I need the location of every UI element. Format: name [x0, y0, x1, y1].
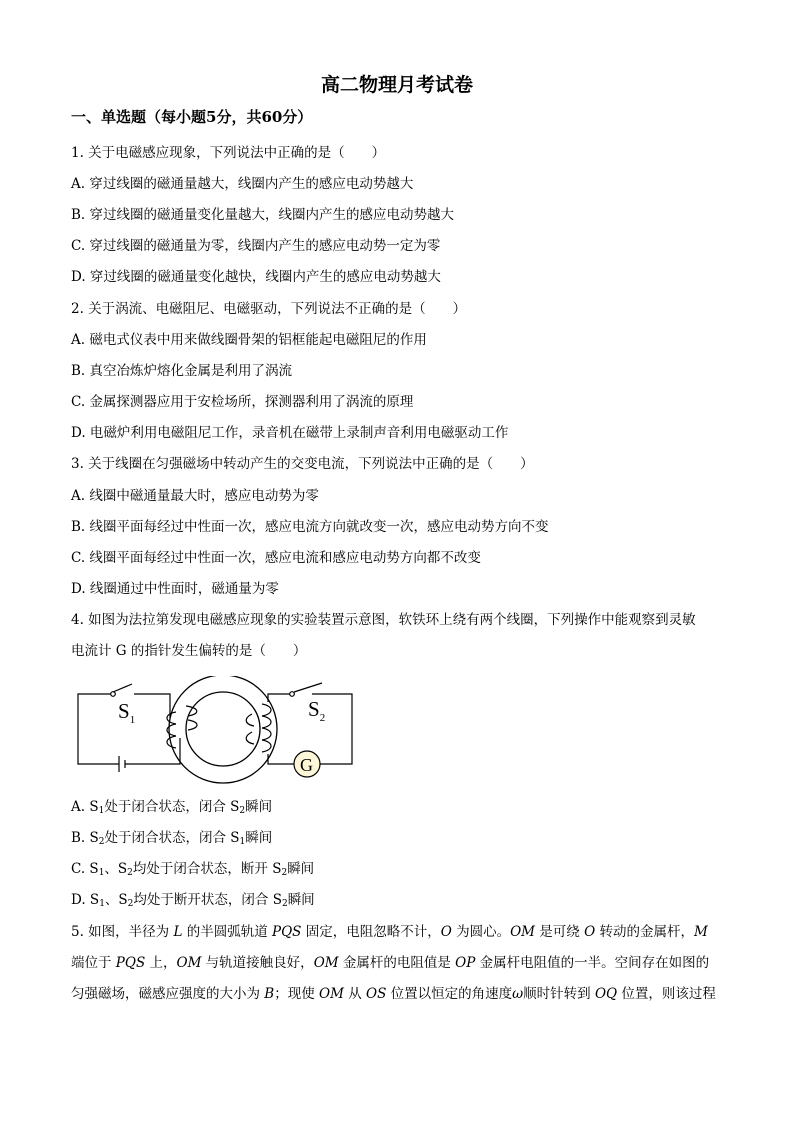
q1-stem: 1. 关于电磁感应现象，下列说法中正确的是（ ） — [71, 145, 386, 161]
q3-option-c: C. 线圈平面每经过中性面一次，感应电流和感应电动势方向都不改变 — [71, 550, 481, 566]
q4-stem-line1: 4. 如图为法拉第发现电磁感应现象的实验装置示意图，软铁环上绕有两个线圈，下列操作中能观察到灵敏 — [71, 612, 696, 628]
q3-stem: 3. 关于线圈在匀强磁场中转动产生的交变电流，下列说法中正确的是（ ） — [71, 456, 534, 472]
faraday-ring-diagram — [76, 676, 366, 788]
q1-option-a: A. 穿过线圈的磁通量越大，线圈内产生的感应电动势越大 — [71, 176, 414, 192]
q5-stem-line1: 5. 如图，半径为 L 的半圆弧轨道 PQS 固定，电阻忽略不计，O 为圆心。OM 是可绕 O 转动的金属杆，M — [71, 924, 708, 940]
q4-option-c: C. $S_1$、$S_2$均处于闭合状态，断开 $S_2$瞬间 — [71, 861, 315, 878]
q4-option-a: A. $S_1$处于闭合状态，闭合 $S_2$瞬间 — [71, 799, 273, 816]
q1-option-b: B. 穿过线圈的磁通量变化量越大，线圈内产生的感应电动势越大 — [71, 207, 455, 223]
galvanometer-label: G — [300, 755, 313, 775]
q4-option-d: D. $S_1$、$S_2$均处于断开状态，闭合 $S_2$瞬间 — [71, 892, 315, 909]
switch-s2-label: $S_2$ — [308, 697, 326, 724]
q3-option-b: B. 线圈平面每经过中性面一次，感应电流方向就改变一次，感应电动势方向不变 — [71, 519, 549, 535]
q2-option-d: D. 电磁炉利用电磁阻尼工作，录音机在磁带上录制声音利用电磁驱动工作 — [71, 425, 509, 441]
q1-option-d: D. 穿过线圈的磁通量变化越快，线圈内产生的感应电动势越大 — [71, 269, 441, 285]
q3-option-d: D. 线圈通过中性面时，磁通量为零 — [71, 581, 279, 597]
q2-option-c: C. 金属探测器应用于安检场所，探测器利用了涡流的原理 — [71, 394, 414, 410]
section-heading: 一、单选题（每小题5分，共60分） — [71, 108, 313, 126]
q3-option-a: A. 线圈中磁通量最大时，感应电动势为零 — [71, 488, 319, 504]
q2-stem: 2. 关于涡流、电磁阻尼、电磁驱动，下列说法不正确的是（ ） — [71, 301, 467, 317]
q5-stem-line3: 匀强磁场，磁感应强度的大小为 B；现使 OM 从 OS 位置以恒定的角速度ω顺时针转到 OQ 位置，则该过程 — [71, 986, 716, 1002]
q4-option-b: B. $S_2$处于闭合状态，闭合 $S_1$瞬间 — [71, 830, 273, 847]
q5-stem-line2: 端位于 PQS 上，OM 与轨道接触良好，OM 金属杆的电阻值是 OP 金属杆电阻值的一半。空间存在如图的 — [71, 955, 710, 971]
q2-option-b: B. 真空冶炼炉熔化金属是利用了涡流 — [71, 363, 293, 379]
q4-stem-line2: 电流计 G 的指针发生偏转的是（ ） — [71, 643, 307, 659]
page-title: 高二物理月考试卷 — [320, 74, 473, 96]
q2-option-a: A. 磁电式仪表中用来做线圈骨架的铝框能起电磁阻尼的作用 — [71, 332, 427, 348]
switch-s1-label: $S_1$ — [118, 699, 136, 726]
q1-option-c: C. 穿过线圈的磁通量为零，线圈内产生的感应电动势一定为零 — [71, 238, 441, 254]
